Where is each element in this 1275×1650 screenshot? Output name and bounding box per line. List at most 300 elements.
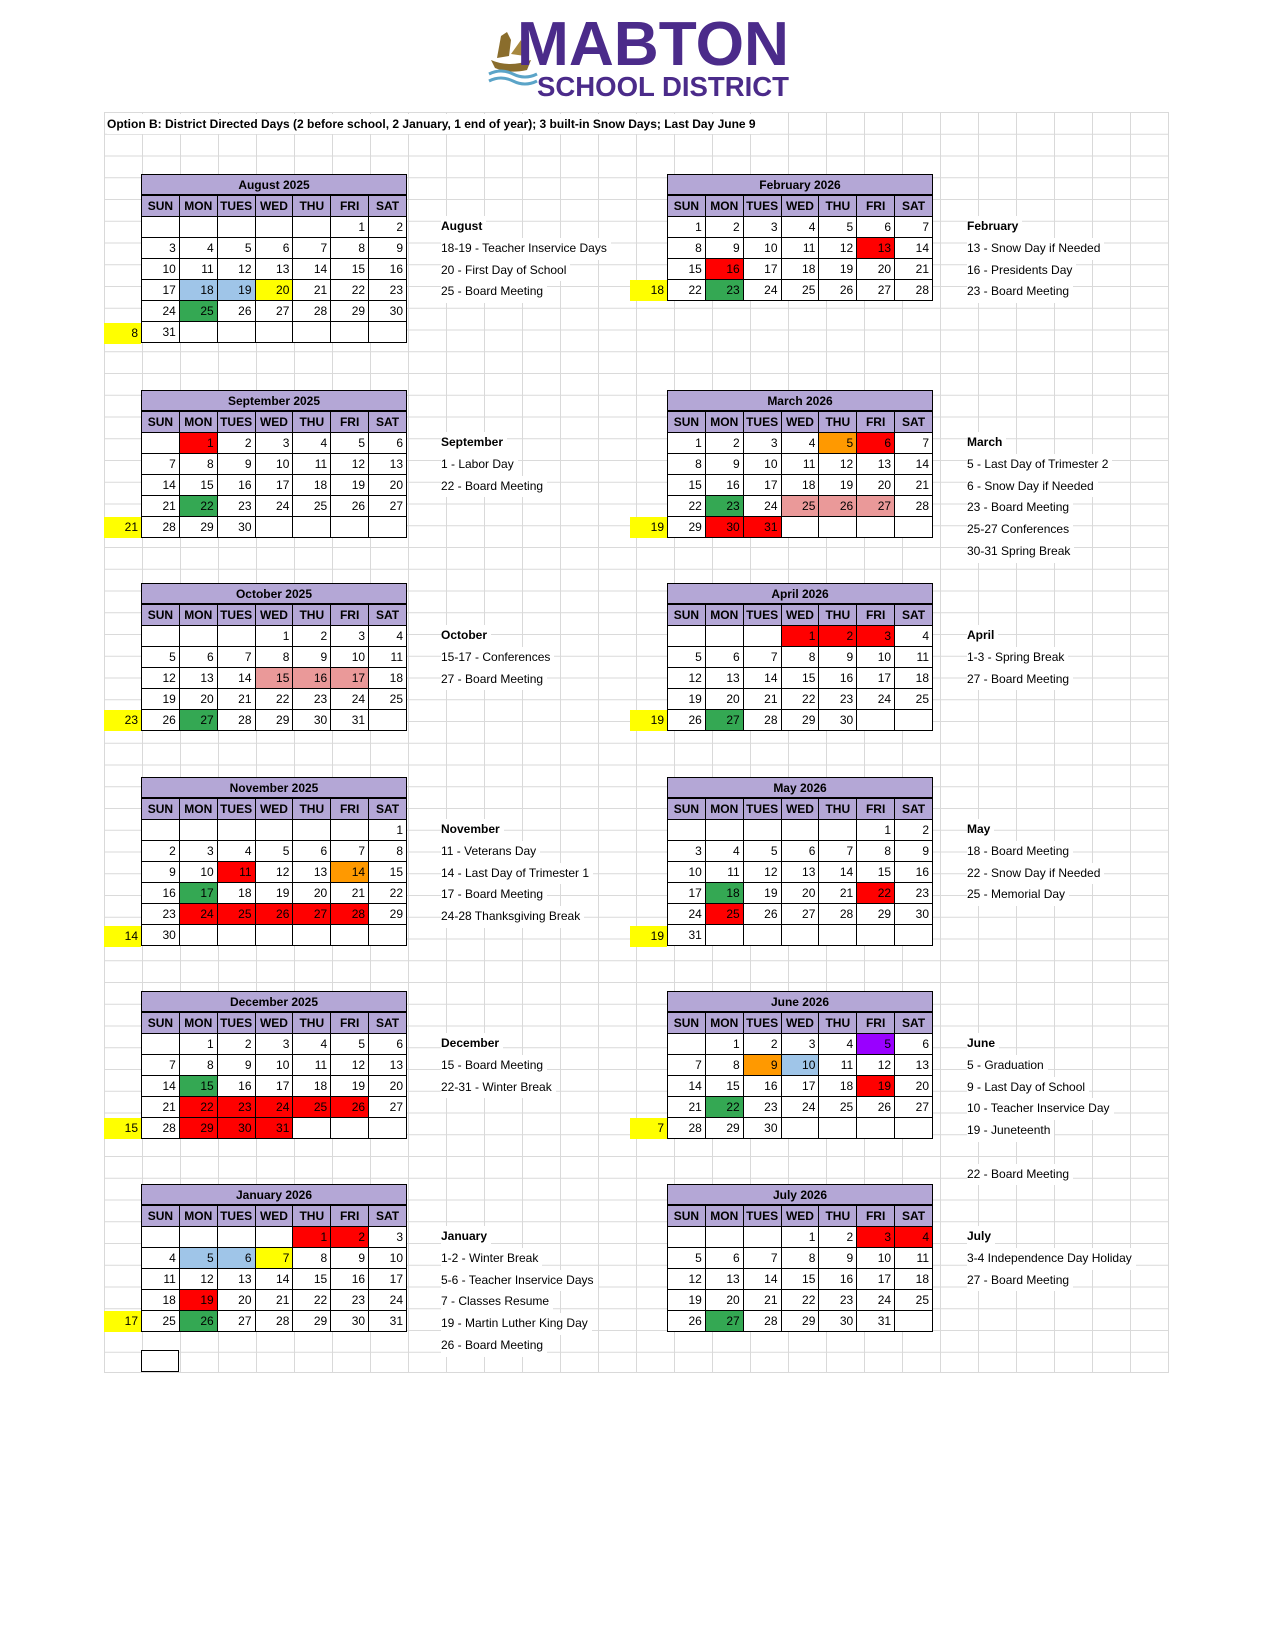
week-row (142, 1034, 407, 1055)
day-cell: 27 (179, 710, 217, 731)
week-row (668, 862, 933, 883)
day-cell: 11 (781, 238, 819, 259)
month-notes (441, 819, 593, 928)
day-cell: 10 (179, 862, 217, 883)
note-item: 19 - Juneteenth (967, 1120, 1054, 1142)
day-cell: 22 (293, 1290, 331, 1311)
day-cell: 26 (331, 496, 369, 517)
day-cell: 3 (781, 1034, 819, 1055)
school-day-count: 18 (630, 280, 667, 301)
weekday-header: MON (179, 605, 217, 626)
day-cell: 14 (819, 862, 857, 883)
day-cell: 21 (668, 1097, 706, 1118)
month-grid (141, 1012, 407, 1139)
week-row (668, 883, 933, 904)
day-cell: 16 (142, 883, 180, 904)
empty-day-cell (179, 626, 217, 647)
month-title: June 2026 (667, 991, 933, 1012)
empty-day-cell (857, 517, 895, 538)
weekday-header: WED (781, 799, 819, 820)
day-cell: 4 (217, 841, 255, 862)
week-row (142, 1055, 407, 1076)
notes-heading: August (441, 216, 486, 238)
calendar-option-title: Option B: District Directed Days (2 before school, 2 January, 1 end of year); 3 built-in Snow Days; Last Day June 9 (107, 114, 760, 134)
day-cell: 22 (668, 496, 706, 517)
weekday-header: WED (255, 1206, 293, 1227)
day-cell: 16 (705, 475, 743, 496)
day-cell: 5 (857, 1034, 895, 1055)
empty-day-cell (179, 925, 217, 946)
day-cell: 13 (705, 1269, 743, 1290)
day-cell: 16 (369, 259, 407, 280)
day-cell: 28 (255, 1311, 293, 1332)
week-row (142, 1076, 407, 1097)
day-cell: 4 (895, 626, 933, 647)
day-cell: 28 (668, 1118, 706, 1139)
weekday-header: TUES (743, 412, 781, 433)
month-title: October 2025 (141, 583, 407, 604)
day-cell: 20 (255, 280, 293, 301)
note-item: 22-31 - Winter Break (441, 1077, 556, 1099)
weekday-header: MON (179, 1206, 217, 1227)
empty-day-cell (369, 322, 407, 343)
day-cell: 6 (179, 647, 217, 668)
week-row (668, 841, 933, 862)
month-grid (141, 1205, 407, 1332)
day-cell: 27 (781, 904, 819, 925)
day-cell: 6 (369, 1034, 407, 1055)
weekday-header: SUN (668, 196, 706, 217)
day-cell: 3 (369, 1227, 407, 1248)
empty-day-cell (743, 1227, 781, 1248)
day-cell: 3 (179, 841, 217, 862)
day-cell: 12 (142, 668, 180, 689)
day-cell: 20 (369, 1076, 407, 1097)
day-cell: 23 (895, 883, 933, 904)
week-row (142, 259, 407, 280)
day-cell: 8 (781, 1248, 819, 1269)
empty-day-cell (179, 217, 217, 238)
weekday-header: MON (179, 1013, 217, 1034)
day-cell: 21 (293, 280, 331, 301)
empty-day-cell (781, 1118, 819, 1139)
weekday-header: SAT (369, 799, 407, 820)
day-cell: 31 (857, 1311, 895, 1332)
weekday-header: TUES (743, 196, 781, 217)
day-cell: 1 (781, 626, 819, 647)
day-cell: 3 (255, 1034, 293, 1055)
month-grid (667, 798, 933, 946)
day-cell: 1 (668, 433, 706, 454)
day-cell: 4 (142, 1248, 180, 1269)
empty-day-cell (331, 925, 369, 946)
empty-day-cell (255, 1227, 293, 1248)
empty-day-cell (179, 1227, 217, 1248)
day-cell: 10 (781, 1055, 819, 1076)
day-cell: 9 (705, 454, 743, 475)
day-cell: 26 (668, 710, 706, 731)
weekday-header: SAT (369, 1206, 407, 1227)
day-cell: 22 (369, 883, 407, 904)
day-cell: 8 (857, 841, 895, 862)
weekday-header: WED (781, 196, 819, 217)
empty-day-cell (895, 925, 933, 946)
empty-day-cell (255, 925, 293, 946)
week-row (142, 1311, 407, 1332)
month-calendar-jan (141, 1184, 407, 1332)
note-item: 22 - Snow Day if Needed (967, 863, 1104, 885)
empty-day-cell (369, 1118, 407, 1139)
day-cell: 21 (142, 496, 180, 517)
notes-heading: March (967, 432, 1006, 454)
month-title: February 2026 (667, 174, 933, 195)
month-notes (441, 625, 554, 690)
school-day-count: 17 (104, 1311, 141, 1332)
week-row (668, 710, 933, 731)
empty-day-cell (743, 925, 781, 946)
day-cell: 26 (217, 301, 255, 322)
day-cell: 8 (668, 238, 706, 259)
day-cell: 28 (819, 904, 857, 925)
day-cell: 30 (331, 1311, 369, 1332)
day-cell: 25 (819, 1097, 857, 1118)
day-cell: 1 (369, 820, 407, 841)
day-cell: 19 (331, 475, 369, 496)
day-cell: 21 (819, 883, 857, 904)
day-cell: 5 (179, 1248, 217, 1269)
school-day-count: 15 (104, 1118, 141, 1139)
day-cell: 10 (142, 259, 180, 280)
day-cell: 27 (857, 280, 895, 301)
note-item: 22 - Board Meeting (441, 476, 547, 498)
day-cell: 8 (668, 454, 706, 475)
weekday-header: FRI (331, 1206, 369, 1227)
day-cell: 25 (895, 689, 933, 710)
day-cell: 19 (668, 689, 706, 710)
week-row (142, 433, 407, 454)
day-cell: 10 (743, 238, 781, 259)
day-cell: 19 (331, 1076, 369, 1097)
day-cell: 20 (857, 259, 895, 280)
weekday-header: SAT (369, 196, 407, 217)
month-notes (967, 625, 1073, 690)
day-cell: 27 (369, 1097, 407, 1118)
weekday-header: SAT (895, 196, 933, 217)
day-cell: 23 (705, 496, 743, 517)
day-cell: 1 (179, 1034, 217, 1055)
weekday-header: TUES (217, 1206, 255, 1227)
empty-day-cell (142, 217, 180, 238)
day-cell: 28 (142, 517, 180, 538)
day-cell: 31 (743, 517, 781, 538)
note-item: 15-17 - Conferences (441, 647, 554, 669)
day-cell: 22 (705, 1097, 743, 1118)
day-cell: 15 (369, 862, 407, 883)
weekday-header: MON (179, 412, 217, 433)
day-cell: 28 (293, 301, 331, 322)
empty-day-cell (895, 517, 933, 538)
empty-day-cell (857, 1118, 895, 1139)
day-cell: 29 (255, 710, 293, 731)
month-calendar-may (667, 777, 933, 946)
weekday-header: THU (293, 412, 331, 433)
day-cell: 4 (895, 1227, 933, 1248)
note-item: 17 - Board Meeting (441, 884, 547, 906)
day-cell: 10 (255, 1055, 293, 1076)
day-cell: 10 (369, 1248, 407, 1269)
weekday-header: FRI (857, 196, 895, 217)
day-cell: 30 (819, 710, 857, 731)
week-row (668, 517, 933, 538)
empty-day-cell (895, 1118, 933, 1139)
day-cell: 11 (217, 862, 255, 883)
note-item: 25-27 Conferences (967, 519, 1073, 541)
weekday-header: MON (179, 799, 217, 820)
week-row (142, 626, 407, 647)
weekday-header: MON (705, 605, 743, 626)
month-grid (667, 1205, 933, 1332)
week-row (668, 496, 933, 517)
day-cell: 9 (217, 1055, 255, 1076)
week-row (668, 647, 933, 668)
day-cell: 30 (217, 1118, 255, 1139)
week-row (668, 626, 933, 647)
month-title: April 2026 (667, 583, 933, 604)
empty-day-cell (217, 1227, 255, 1248)
day-cell: 23 (819, 689, 857, 710)
day-cell: 13 (179, 668, 217, 689)
day-cell: 17 (781, 1076, 819, 1097)
weekday-header: FRI (857, 412, 895, 433)
day-cell: 11 (369, 647, 407, 668)
day-cell: 7 (895, 217, 933, 238)
day-cell: 4 (781, 217, 819, 238)
day-cell: 22 (857, 883, 895, 904)
week-row (668, 238, 933, 259)
week-row (668, 689, 933, 710)
day-cell: 9 (142, 862, 180, 883)
day-cell: 27 (369, 496, 407, 517)
school-day-count: 19 (630, 710, 667, 731)
week-row (142, 841, 407, 862)
day-cell: 7 (142, 454, 180, 475)
day-cell: 7 (217, 647, 255, 668)
empty-day-cell (819, 517, 857, 538)
day-cell: 3 (743, 433, 781, 454)
day-cell: 2 (705, 433, 743, 454)
weekday-header: THU (819, 196, 857, 217)
day-cell: 22 (331, 280, 369, 301)
day-cell: 25 (142, 1311, 180, 1332)
week-row (142, 322, 407, 343)
day-cell: 18 (369, 668, 407, 689)
weekday-header: FRI (331, 1013, 369, 1034)
week-row (668, 925, 933, 946)
day-cell: 25 (217, 904, 255, 925)
day-cell: 18 (781, 259, 819, 280)
weekday-header: THU (293, 196, 331, 217)
day-cell: 31 (369, 1311, 407, 1332)
day-cell: 27 (895, 1097, 933, 1118)
note-item: 18 - Board Meeting (967, 841, 1073, 863)
day-cell: 25 (293, 496, 331, 517)
day-cell: 7 (255, 1248, 293, 1269)
day-cell: 3 (668, 841, 706, 862)
week-row (142, 217, 407, 238)
empty-day-cell (217, 626, 255, 647)
day-cell: 8 (331, 238, 369, 259)
weekday-header: SAT (895, 412, 933, 433)
notes-heading: May (967, 819, 994, 841)
day-cell: 18 (819, 1076, 857, 1097)
day-cell: 29 (293, 1311, 331, 1332)
day-cell: 3 (857, 1227, 895, 1248)
day-cell: 27 (217, 1311, 255, 1332)
day-cell: 21 (895, 259, 933, 280)
day-cell: 21 (743, 689, 781, 710)
day-cell: 18 (179, 280, 217, 301)
day-cell: 15 (781, 1269, 819, 1290)
weekday-header: SUN (142, 605, 180, 626)
day-cell: 23 (217, 496, 255, 517)
day-cell: 29 (179, 517, 217, 538)
note-item: 18-19 - Teacher Inservice Days (441, 238, 611, 260)
day-cell: 27 (705, 1311, 743, 1332)
day-cell: 26 (743, 904, 781, 925)
day-cell: 18 (293, 1076, 331, 1097)
note-item: 7 - Classes Resume (441, 1291, 553, 1313)
empty-day-cell (668, 626, 706, 647)
day-cell: 3 (857, 626, 895, 647)
week-row (668, 259, 933, 280)
note-item: 10 - Teacher Inservice Day (967, 1098, 1114, 1120)
day-cell: 11 (781, 454, 819, 475)
day-cell: 21 (895, 475, 933, 496)
week-row (142, 820, 407, 841)
day-cell: 23 (217, 1097, 255, 1118)
month-notes (967, 819, 1104, 906)
empty-day-cell (217, 217, 255, 238)
day-cell: 18 (142, 1290, 180, 1311)
month-title: December 2025 (141, 991, 407, 1012)
day-cell: 27 (857, 496, 895, 517)
empty-cell-box (141, 1350, 179, 1372)
day-cell: 1 (331, 217, 369, 238)
week-row (668, 904, 933, 925)
day-cell: 8 (293, 1248, 331, 1269)
week-row (142, 668, 407, 689)
notes-heading: September (441, 432, 507, 454)
weekday-header: THU (819, 799, 857, 820)
notes-heading: July (967, 1226, 995, 1248)
empty-day-cell (668, 1227, 706, 1248)
month-grid (141, 604, 407, 731)
day-cell: 23 (142, 904, 180, 925)
day-cell: 13 (705, 668, 743, 689)
day-cell: 4 (179, 238, 217, 259)
day-cell: 30 (217, 517, 255, 538)
day-cell: 4 (293, 433, 331, 454)
day-cell: 20 (705, 689, 743, 710)
school-day-count: 19 (630, 517, 667, 538)
month-notes (967, 432, 1112, 563)
month-calendar-aug (141, 174, 407, 343)
day-cell: 2 (293, 626, 331, 647)
day-cell: 21 (217, 689, 255, 710)
day-cell: 22 (781, 689, 819, 710)
day-cell: 5 (743, 841, 781, 862)
day-cell: 20 (369, 475, 407, 496)
weekday-header: SUN (668, 1206, 706, 1227)
day-cell: 24 (369, 1290, 407, 1311)
day-cell: 24 (179, 904, 217, 925)
day-cell: 26 (668, 1311, 706, 1332)
month-title: May 2026 (667, 777, 933, 798)
month-title: November 2025 (141, 777, 407, 798)
note-item: 1-2 - Winter Break (441, 1248, 542, 1270)
day-cell: 5 (142, 647, 180, 668)
day-cell: 18 (705, 883, 743, 904)
day-cell: 7 (895, 433, 933, 454)
day-cell: 1 (857, 820, 895, 841)
notes-heading: April (967, 625, 998, 647)
day-cell: 1 (705, 1034, 743, 1055)
day-cell: 1 (293, 1227, 331, 1248)
day-cell: 7 (743, 647, 781, 668)
note-item: 27 - Board Meeting (967, 669, 1073, 691)
empty-day-cell (781, 517, 819, 538)
weekday-header: SUN (668, 1013, 706, 1034)
day-cell: 23 (743, 1097, 781, 1118)
note-item: 23 - Board Meeting (967, 497, 1073, 519)
week-row (142, 862, 407, 883)
day-cell: 24 (142, 301, 180, 322)
day-cell: 5 (217, 238, 255, 259)
month-calendar-mar (667, 390, 933, 538)
week-row (142, 496, 407, 517)
day-cell: 26 (179, 1311, 217, 1332)
empty-day-cell (668, 1034, 706, 1055)
weekday-header: THU (293, 1206, 331, 1227)
day-cell: 14 (895, 454, 933, 475)
day-cell: 8 (705, 1055, 743, 1076)
month-grid (141, 798, 407, 946)
week-row (668, 454, 933, 475)
day-cell: 16 (217, 1076, 255, 1097)
empty-day-cell (179, 322, 217, 343)
weekday-header: FRI (857, 1013, 895, 1034)
day-cell: 4 (819, 1034, 857, 1055)
day-cell: 7 (293, 238, 331, 259)
month-grid (667, 411, 933, 538)
day-cell: 9 (331, 1248, 369, 1269)
note-item: 14 - Last Day of Trimester 1 (441, 863, 593, 885)
day-cell: 12 (331, 454, 369, 475)
day-cell: 23 (819, 1290, 857, 1311)
day-cell: 11 (142, 1269, 180, 1290)
day-cell: 24 (781, 1097, 819, 1118)
day-cell: 22 (255, 689, 293, 710)
day-cell: 22 (668, 280, 706, 301)
weekday-header: THU (293, 799, 331, 820)
weekday-header: MON (705, 196, 743, 217)
day-cell: 11 (179, 259, 217, 280)
day-cell: 29 (857, 904, 895, 925)
note-item: 11 - Veterans Day (441, 841, 540, 863)
weekday-header: THU (819, 1206, 857, 1227)
day-cell: 14 (743, 668, 781, 689)
day-cell: 17 (331, 668, 369, 689)
